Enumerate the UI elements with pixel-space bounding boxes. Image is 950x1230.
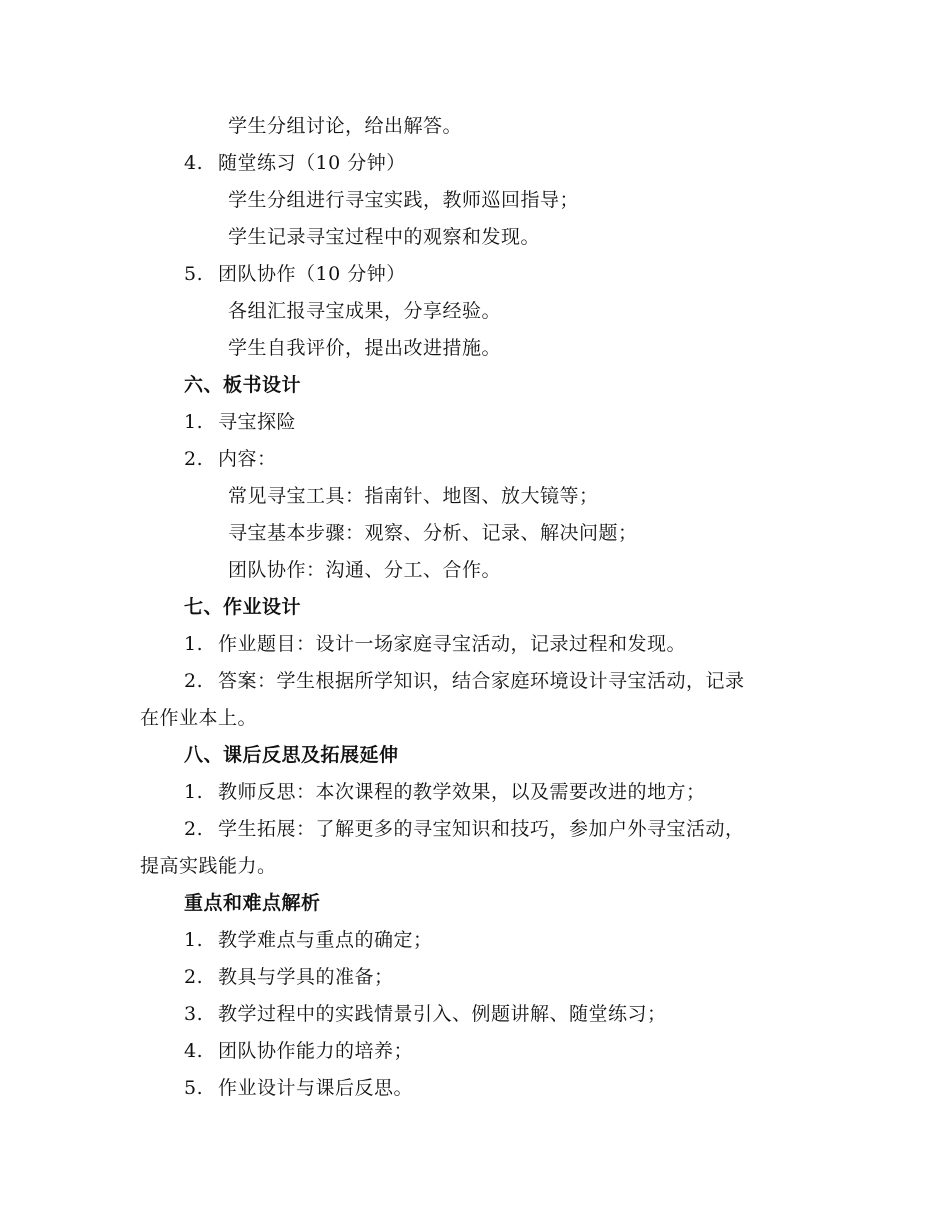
paragraph-line <box>228 225 540 249</box>
list-item-text: 作业题目：设计一场家庭寻宝活动，记录过程和发现。 <box>218 633 687 655</box>
list-number: 1. <box>184 411 204 433</box>
list-item <box>184 780 706 804</box>
line-text: 寻宝基本步骤：观察、分析、记录、解决问题； <box>228 522 638 544</box>
list-item-text: 团队协作（10 分钟） <box>218 263 406 285</box>
list-item-text: 学生拓展：了解更多的寻宝知识和技巧，参加户外寻宝活动， <box>218 818 745 840</box>
list-number: 1. <box>184 633 204 655</box>
list-item <box>184 669 745 693</box>
heading-text: 重点和难点解析 <box>184 892 321 914</box>
list-item-text: 答案：学生根据所学知识，结合家庭环境设计寻宝活动，记录 <box>218 670 745 692</box>
list-item-text: 教师反思：本次课程的教学效果，以及需要改进的地方； <box>218 781 706 803</box>
list-number: 5. <box>184 263 204 285</box>
list-item-text: 作业设计与课后反思。 <box>218 1077 414 1099</box>
paragraph-line <box>228 521 638 545</box>
list-item <box>184 151 406 175</box>
list-number: 2. <box>184 818 204 840</box>
line-text: 提高实践能力。 <box>140 855 277 877</box>
list-item <box>184 817 745 841</box>
list-item <box>184 1002 667 1026</box>
list-item-text: 教学难点与重点的确定； <box>218 929 433 951</box>
list-item <box>184 1076 413 1100</box>
list-item <box>184 632 686 656</box>
line-text: 在作业本上。 <box>140 707 258 729</box>
line-text: 学生分组进行寻宝实践，教师巡回指导； <box>228 189 580 211</box>
heading-text: 七、作业设计 <box>184 596 302 618</box>
line-text: 学生自我评价，提出改进措施。 <box>228 337 502 359</box>
section-heading <box>184 595 301 619</box>
list-item <box>184 928 433 952</box>
list-item <box>184 965 394 989</box>
section-heading <box>184 373 301 397</box>
list-item-text: 内容： <box>218 448 277 470</box>
line-text: 学生分组讨论，给出解答。 <box>228 115 463 137</box>
list-item-text: 团队协作能力的培养； <box>218 1040 414 1062</box>
section-heading <box>184 743 399 767</box>
paragraph-line <box>228 114 462 138</box>
list-item <box>184 262 406 286</box>
section-heading <box>184 891 321 915</box>
paragraph-line <box>228 558 501 582</box>
list-item-text: 教学过程中的实践情景引入、例题讲解、随堂练习； <box>218 1003 667 1025</box>
list-item <box>184 410 296 434</box>
list-number: 2. <box>184 966 204 988</box>
paragraph-line <box>228 188 579 212</box>
list-number: 4. <box>184 152 204 174</box>
list-item <box>184 447 277 471</box>
list-number: 2. <box>184 448 204 470</box>
heading-text: 六、板书设计 <box>184 374 302 396</box>
paragraph-line <box>228 484 599 508</box>
list-number: 1. <box>184 929 204 951</box>
list-number: 4. <box>184 1040 204 1062</box>
paragraph-line <box>228 336 501 360</box>
line-text: 常见寻宝工具：指南针、地图、放大镜等； <box>228 485 599 507</box>
paragraph-line <box>140 706 257 730</box>
list-number: 2. <box>184 670 204 692</box>
list-number: 1. <box>184 781 204 803</box>
heading-text: 八、课后反思及拓展延伸 <box>184 744 399 766</box>
list-item-text: 教具与学具的准备； <box>218 966 394 988</box>
list-number: 3. <box>184 1003 204 1025</box>
line-text: 学生记录寻宝过程中的观察和发现。 <box>228 226 541 248</box>
list-number: 5. <box>184 1077 204 1099</box>
list-item-text: 寻宝探险 <box>218 411 297 433</box>
list-item <box>184 1039 413 1063</box>
line-text: 各组汇报寻宝成果，分享经验。 <box>228 300 502 322</box>
paragraph-line <box>228 299 501 323</box>
line-text: 团队协作：沟通、分工、合作。 <box>228 559 502 581</box>
paragraph-line <box>140 854 277 878</box>
list-item-text: 随堂练习（10 分钟） <box>218 152 406 174</box>
